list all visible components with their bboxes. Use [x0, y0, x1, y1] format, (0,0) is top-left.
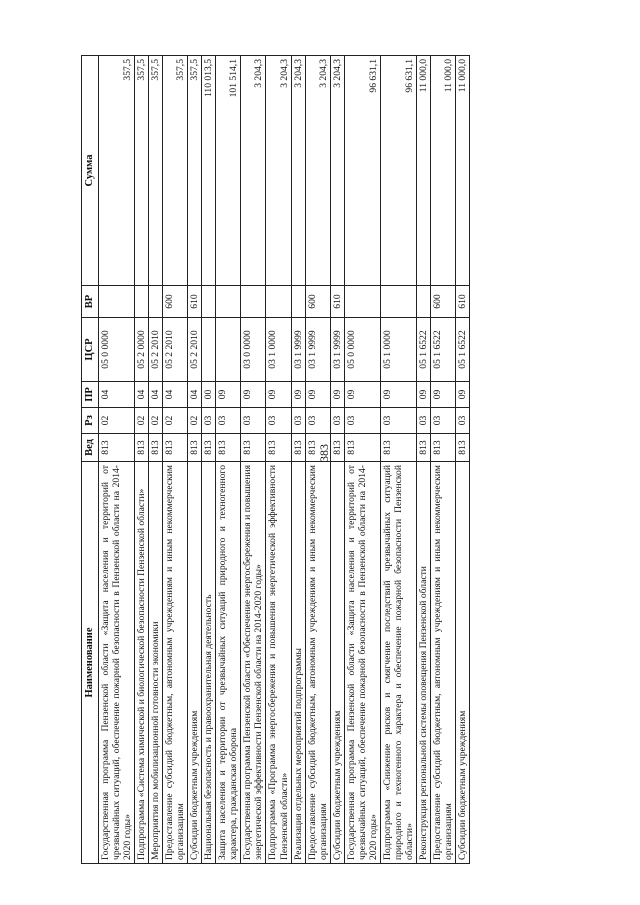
header-rz: Рз: [82, 408, 99, 434]
table-row: [188, 56, 202, 864]
cell-name: Субсидии бюджетным учреждениям: [188, 462, 202, 864]
header-pr: ПР: [82, 382, 99, 408]
cell-vr: [216, 286, 241, 318]
cell-vr: [99, 286, 135, 318]
cell-vr: 610: [455, 286, 469, 318]
cell-csr: 05 1 6522: [455, 318, 469, 382]
cell-name: Государственная программа Пензенской области «Обеспечение энергосбережения и повышения энергетической эффективности Пензенской области на 2014-2020 годы»: [241, 462, 266, 864]
cell-pr: 04: [149, 382, 163, 408]
table-row: [330, 56, 344, 864]
table-row: [163, 56, 188, 864]
cell-vr: 600: [163, 286, 188, 318]
cell-ved: 813: [305, 434, 330, 462]
cell-sum: 3 204,3: [305, 56, 330, 286]
budget-table-container: [81, 56, 559, 864]
cell-vr: 600: [430, 286, 455, 318]
cell-ved: 813: [266, 434, 291, 462]
cell-pr: 09: [380, 382, 416, 408]
header-csr: ЦСР: [82, 318, 99, 382]
cell-name: Субсидии бюджетным учреждениям: [330, 462, 344, 864]
cell-rz: 03: [216, 408, 241, 434]
cell-vr: 600: [305, 286, 330, 318]
cell-pr: 09: [305, 382, 330, 408]
header-sum: Сумма: [82, 56, 99, 286]
table-row: [430, 56, 455, 864]
cell-name: Реконструкция региональной системы оповещения Пензенской области: [416, 462, 430, 864]
cell-rz: 03: [241, 408, 266, 434]
cell-csr: 05 0 0000: [99, 318, 135, 382]
table-row: [380, 56, 416, 864]
cell-name: Реализация отдельных мероприятий подпрограммы: [291, 462, 305, 864]
cell-pr: 09: [430, 382, 455, 408]
cell-rz: 02: [163, 408, 188, 434]
cell-pr: 00: [202, 382, 216, 408]
budget-table: [81, 55, 470, 864]
cell-ved: 813: [291, 434, 305, 462]
cell-sum: 11 000,0: [430, 56, 455, 286]
table-row: [291, 56, 305, 864]
cell-ved: 813: [202, 434, 216, 462]
cell-pr: 04: [135, 382, 149, 408]
table-row: [99, 56, 135, 864]
cell-name: Предоставление субсидий бюджетным, автономным учреждениям и иным некоммерческим организациям: [305, 462, 330, 864]
cell-vr: [241, 286, 266, 318]
cell-ved: 813: [416, 434, 430, 462]
table-row: [416, 56, 430, 864]
cell-sum: 357,5: [163, 56, 188, 286]
cell-ved: 813: [380, 434, 416, 462]
cell-rz: 02: [149, 408, 163, 434]
cell-ved: 813: [344, 434, 380, 462]
cell-sum: 3 204,3: [266, 56, 291, 286]
cell-name: Государственная программа Пензенской области «Защита населения и территорий от чрезвычайных ситуаций, обеспечение пожарной безопасности в Пензенской области на 2014-2020 годы»: [99, 462, 135, 864]
cell-name: Подпрограмма «Система химической и биологической безопасности Пензенской области»: [135, 462, 149, 864]
cell-ved: 813: [241, 434, 266, 462]
cell-pr: 09: [266, 382, 291, 408]
cell-pr: 09: [416, 382, 430, 408]
cell-csr: 03 1 9999: [291, 318, 305, 382]
cell-sum: 3 204,3: [241, 56, 266, 286]
cell-name: Субсидии бюджетным учреждениям: [455, 462, 469, 864]
cell-ved: 813: [99, 434, 135, 462]
cell-name: Предоставление субсидий бюджетным, автономным учреждениям и иным некоммерческим организациям: [430, 462, 455, 864]
cell-ved: 813: [455, 434, 469, 462]
cell-csr: 03 1 0000: [266, 318, 291, 382]
cell-pr: 04: [99, 382, 135, 408]
cell-name: Подпрограмма «Снижение рисков и смягчение последствий чрезвычайных ситуаций природного и техногенного характера и обеспечение пожарной безопасности Пензенской области»: [380, 462, 416, 864]
cell-sum: 357,5: [135, 56, 149, 286]
cell-rz: 03: [380, 408, 416, 434]
cell-ved: 813: [149, 434, 163, 462]
cell-ved: 813: [330, 434, 344, 462]
cell-rz: 03: [266, 408, 291, 434]
table-row: [344, 56, 380, 864]
cell-csr: 05 2 2010: [163, 318, 188, 382]
cell-sum: 96 631,1: [344, 56, 380, 286]
cell-vr: 610: [188, 286, 202, 318]
cell-ved: 813: [216, 434, 241, 462]
cell-csr: 05 2 2010: [149, 318, 163, 382]
cell-csr: [202, 318, 216, 382]
cell-csr: 03 1 9999: [305, 318, 330, 382]
table-row: [241, 56, 266, 864]
cell-rz: 03: [330, 408, 344, 434]
cell-name: Мероприятия по мобилизационной готовности экономики: [149, 462, 163, 864]
cell-vr: [380, 286, 416, 318]
cell-sum: 357,5: [99, 56, 135, 286]
cell-rz: 02: [99, 408, 135, 434]
cell-ved: 813: [135, 434, 149, 462]
cell-rz: 03: [202, 408, 216, 434]
cell-sum: 11 000,0: [455, 56, 469, 286]
table-row: [135, 56, 149, 864]
cell-csr: [216, 318, 241, 382]
cell-csr: 05 0 0000: [344, 318, 380, 382]
cell-name: Государственная программа Пензенской области «Защита населения и территорий от чрезвычайных ситуаций, обеспечение пожарной безопасности в Пензенской области на 2014-2020 годы»: [344, 462, 380, 864]
cell-pr: 09: [344, 382, 380, 408]
table-row: [149, 56, 163, 864]
cell-vr: [202, 286, 216, 318]
cell-rz: 02: [188, 408, 202, 434]
cell-vr: [416, 286, 430, 318]
table-row: [216, 56, 241, 864]
cell-name: Защита населения и территории от чрезвычайных ситуаций природного и техногенного характера, гражданская оборона: [216, 462, 241, 864]
cell-rz: 03: [305, 408, 330, 434]
cell-rz: 03: [291, 408, 305, 434]
cell-pr: 09: [216, 382, 241, 408]
cell-rz: 03: [344, 408, 380, 434]
cell-rz: 03: [455, 408, 469, 434]
cell-sum: 357,5: [188, 56, 202, 286]
cell-vr: [344, 286, 380, 318]
cell-sum: 96 631,1: [380, 56, 416, 286]
table-row: [266, 56, 291, 864]
cell-vr: [135, 286, 149, 318]
cell-sum: 11 000,0: [416, 56, 430, 286]
cell-ved: 813: [163, 434, 188, 462]
cell-pr: 09: [330, 382, 344, 408]
cell-csr: 03 0 0000: [241, 318, 266, 382]
header-vr: ВР: [82, 286, 99, 318]
cell-csr: 03 1 9999: [330, 318, 344, 382]
cell-rz: 02: [135, 408, 149, 434]
header-name: Наименование: [82, 462, 99, 864]
page-number: 383: [317, 444, 331, 462]
cell-csr: 05 2 0000: [135, 318, 149, 382]
cell-csr: 05 2 2010: [188, 318, 202, 382]
cell-pr: 09: [241, 382, 266, 408]
cell-name: Предоставление субсидий бюджетным, автономным учреждениям и иным некоммерческим организациям: [163, 462, 188, 864]
cell-vr: [266, 286, 291, 318]
table-row: [202, 56, 216, 864]
header-ved: Вед: [82, 434, 99, 462]
table-row: [455, 56, 469, 864]
cell-pr: 09: [291, 382, 305, 408]
cell-name: Подпрограмма «Программа энергосбережения и повышения энергетической эффективности Пензенской области»: [266, 462, 291, 864]
cell-sum: 357,5: [149, 56, 163, 286]
cell-csr: 05 1 6522: [430, 318, 455, 382]
table-header-row: [82, 56, 99, 864]
cell-csr: 05 1 6522: [416, 318, 430, 382]
cell-vr: [291, 286, 305, 318]
cell-rz: 03: [416, 408, 430, 434]
cell-csr: 05 1 0000: [380, 318, 416, 382]
cell-rz: 03: [430, 408, 455, 434]
cell-sum: 3 204,3: [291, 56, 305, 286]
cell-name: Национальная безопасность и правоохранительная деятельность: [202, 462, 216, 864]
cell-pr: 09: [455, 382, 469, 408]
cell-ved: 813: [430, 434, 455, 462]
cell-vr: 610: [330, 286, 344, 318]
cell-pr: 04: [188, 382, 202, 408]
cell-sum: 3 204,3: [330, 56, 344, 286]
cell-vr: [149, 286, 163, 318]
cell-sum: 101 514,1: [216, 56, 241, 286]
cell-pr: 04: [163, 382, 188, 408]
table-row: [305, 56, 330, 864]
cell-sum: 110 013,5: [202, 56, 216, 286]
cell-ved: 813: [188, 434, 202, 462]
